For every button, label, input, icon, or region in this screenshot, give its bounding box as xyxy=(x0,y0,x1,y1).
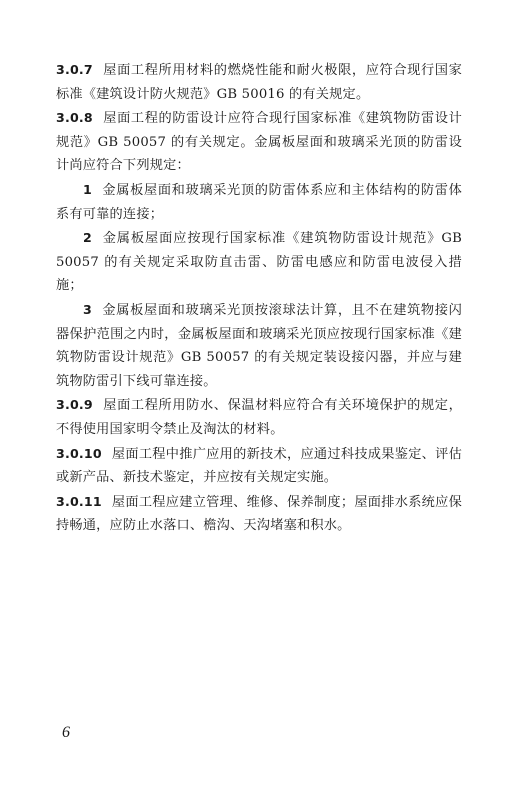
item-text: 金属板屋面应按现行国家标准《建筑物防雷设计规范》GB 50057 的有关规定采取防直击雷、防雷电感应和防雷电波侵入措施； xyxy=(56,231,462,294)
item-number: 2 xyxy=(83,230,92,246)
clause-3-0-8-item-3 xyxy=(56,298,462,393)
clause-text: 屋面工程的防雷设计应符合现行国家标准《建筑物防雷设计规范》GB 50057 的有关规定。金属板屋面和玻璃采光顶的防雷设计尚应符合下列规定： xyxy=(56,111,462,174)
clause-3-0-8-item-1 xyxy=(56,178,462,226)
clause-number: 3.0.9 xyxy=(56,397,93,413)
item-text: 金属板屋面和玻璃采光顶的防雷体系应和主体结构的防雷体系有可靠的连接； xyxy=(56,182,462,222)
clause-number: 3.0.7 xyxy=(56,62,93,77)
clause-text: 屋面工程所用材料的燃烧性能和耐火极限，应符合现行国家标准《建筑设计防火规范》GB 50016 的有关规定。 xyxy=(56,63,462,102)
clause-number: 3.0.10 xyxy=(56,445,102,461)
item-number: 1 xyxy=(83,181,92,197)
clause-3-0-9 xyxy=(56,393,462,441)
item-text: 金属板屋面和玻璃采光顶按滚球法计算，且不在建筑物接闪器保护范围之内时，金属板屋面和玻璃采光顶应按现行国家标准《建筑物防雷设计规范》GB 50057 的有关规定装设接闪器，并应与建筑物防雷引下线可靠连接。 xyxy=(56,302,462,389)
clause-number: 3.0.8 xyxy=(56,110,93,126)
clause-3-0-11 xyxy=(56,490,462,538)
clause-text: 屋面工程所用防水、保温材料应符合有关环境保护的规定，不得使用国家明令禁止及淘汰的材料。 xyxy=(56,398,462,437)
page-number: 6 xyxy=(62,724,70,741)
clause-text: 屋面工程应建立管理、维修、保养制度；屋面排水系统应保持畅通，应防止水落口、檐沟、天沟堵塞和积水。 xyxy=(56,494,462,534)
clause-3-0-8 xyxy=(56,106,462,178)
document-body xyxy=(56,58,462,538)
clause-text: 屋面工程中推广应用的新技术，应通过科技成果鉴定、评估或新产品、新技术鉴定，并应按有关规定实施。 xyxy=(56,446,462,486)
item-number: 3 xyxy=(83,301,92,317)
clause-3-0-10 xyxy=(56,442,462,490)
clause-3-0-8-item-2 xyxy=(56,226,462,298)
clause-number: 3.0.11 xyxy=(56,493,102,509)
clause-3-0-7 xyxy=(56,58,462,106)
